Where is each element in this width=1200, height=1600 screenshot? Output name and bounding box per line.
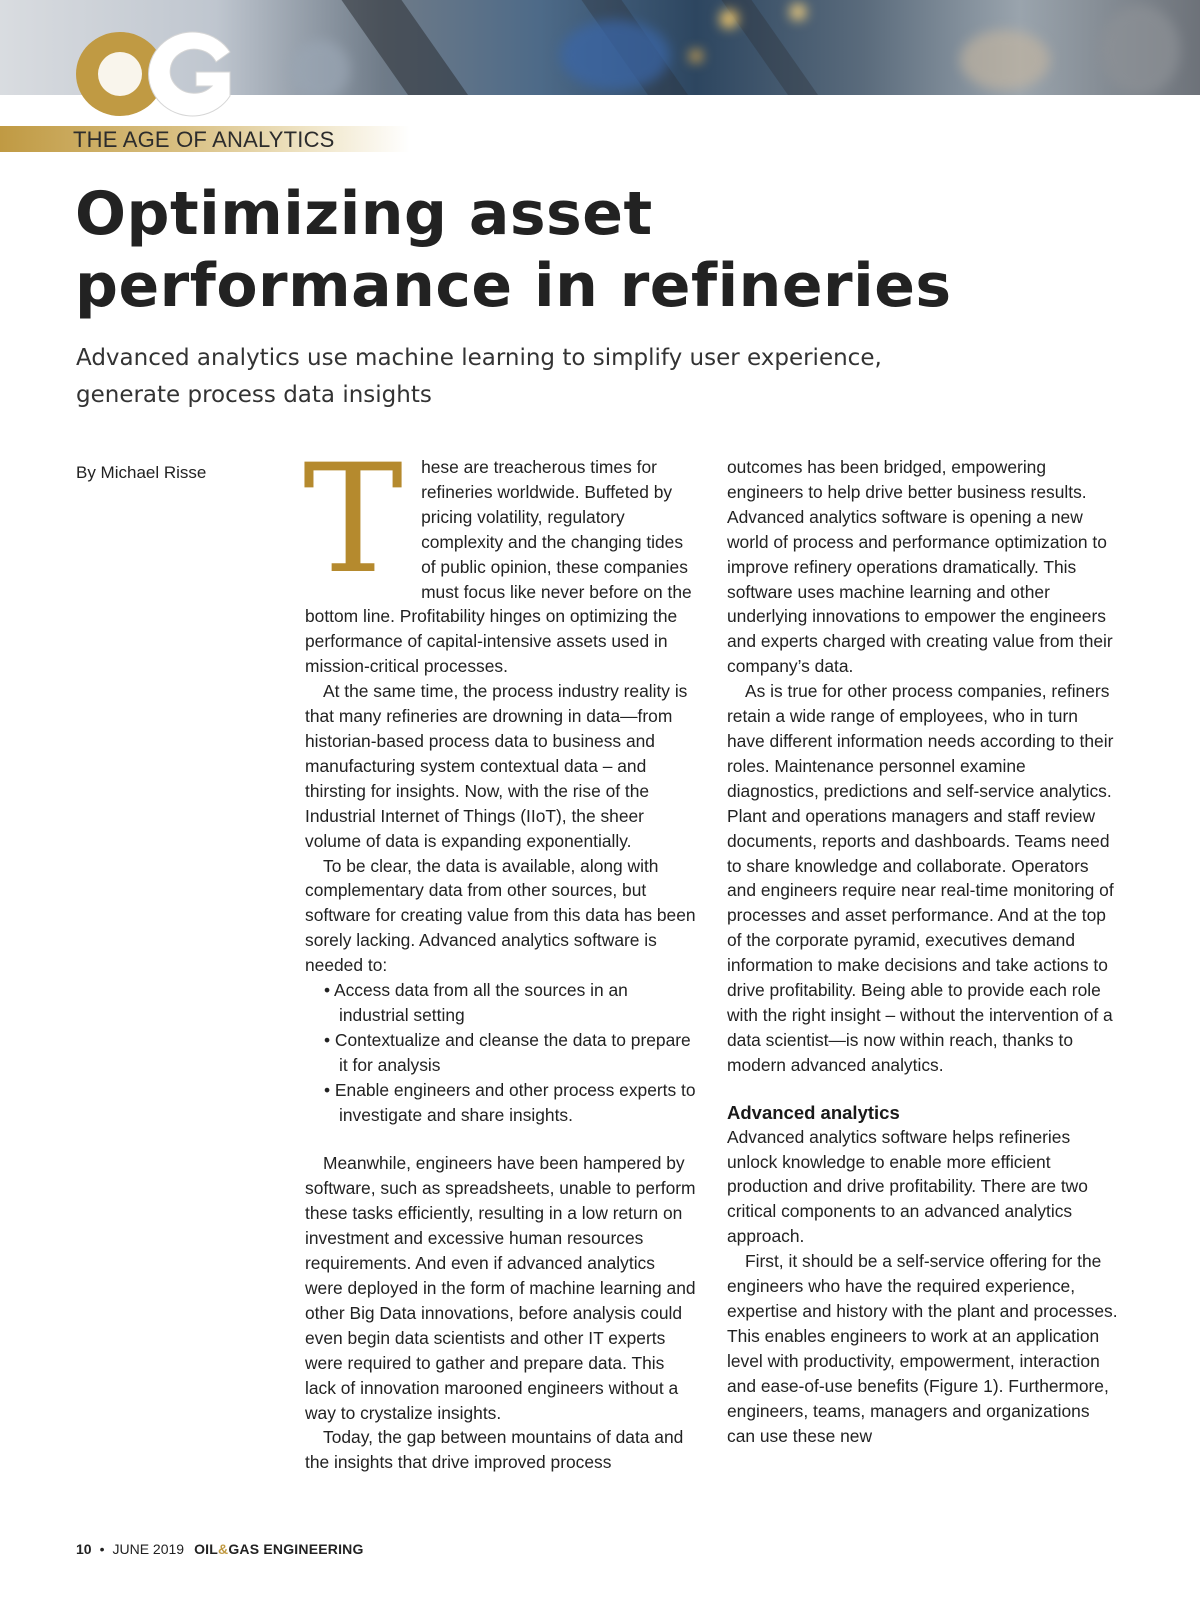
section-label: THE AGE OF ANALYTICS (73, 127, 335, 152)
pub-part-2: GAS ENGINEERING (228, 1541, 364, 1557)
paragraph: Meanwhile, engineers have been hampered by software, such as spreadsheets, unable to perform these tasks efficiently, resulting in a low return on investment and excessive human resources requirements. And even if advanced analytics were deployed in the form of machine learning and other Big Data innovations, before analysis could even begin data scientists and other IT experts were required to gather and prepare data. This lack of innovation marooned engineers without a way to crystalize insights. (305, 1153, 696, 1423)
bullet-list (305, 978, 697, 1127)
paragraph: Today, the gap between mountains of data and the insights that drive improved process (305, 1427, 684, 1473)
paragraph: As is true for other process companies, refiners retain a wide range of employees, who in turn have different information needs according to their roles. Maintenance personnel examine diagnostics, predictions and self-service analytics. Plant and operations managers and staff review documents, reports and dashboards. Teams need to share knowledge and collaborate. Operators and engineers require near real-time monitoring of processes and asset performance. And at the top of the corporate pyramid, executives demand information to make decisions and take actions to drive profitability. Being able to provide each role with the right insight – without the intervention of a data scientist—is now within reach, thanks to modern advanced analytics. (727, 681, 1114, 1075)
page-number: 10 (76, 1541, 92, 1557)
article-deck (76, 340, 976, 414)
paragraph: outcomes has been bridged, empowering engineers to help drive better business results. Advanced analytics software is opening a new world of process and performance optimization to improve refinery operations dramatically. This software uses machine learning and other underlying innovations to empower the engineers and experts charged with creating value from their company’s data. (727, 457, 1113, 677)
paragraph: Advanced analytics software helps refineries unlock knowledge to enable more efficient production and drive profitability. There are two critical components to an advanced analytics approach. (727, 1126, 1088, 1247)
paragraph: To be clear, the data is available, along with complementary data from other sources, but software for creating value from this data has been sorely lacking. Advanced analytics software is needed to: (305, 855, 696, 976)
deck-line-2: generate process data insights (76, 382, 432, 408)
title-line-2: performance in refineries (75, 251, 952, 321)
paragraph: First, it should be a self-service offering for the engineers who have the required experience, expertise and history with the plant and processes. This enables engineers to work at an application level with productivity, empowerment, interaction and ease-of-use benefits (Figure 1). Furthermore, engineers, teams, managers and organizations can use these new (727, 1251, 1118, 1446)
paragraph: hese are treacherous times for refineries worldwide. Buffeted by pricing volatility, regulatory complexity and the changing tides of public opinion, these companies must focus like never before on the bottom line. Profitability hinges on optimizing the performance of capital-intensive assets used in mission-critical processes. (305, 457, 692, 677)
article-title (75, 178, 1125, 322)
paragraph: At the same time, the process industry reality is that many refineries are drowning in data—from historian-based process data to business and manufacturing system contextual data – and thirsting for insights. Now, with the rise of the Industrial Internet of Things (IIoT), the sheer volume of data is expanding exponentially. (305, 681, 688, 851)
pub-ampersand: & (218, 1541, 229, 1557)
pub-part-1: OIL (194, 1541, 219, 1557)
page-footer (76, 1541, 364, 1557)
spacer (305, 1127, 697, 1151)
bullet-item: • Access data from all the sources in an industrial setting (324, 978, 697, 1028)
title-line-1: Optimizing asset (75, 179, 653, 249)
publication-name (194, 1541, 364, 1557)
article-column-1 (303, 433, 697, 1475)
footer-separator: • (99, 1541, 105, 1557)
bullet-item: • Contextualize and cleanse the data to prepare it for analysis (324, 1028, 697, 1078)
article-column-2 (727, 455, 1119, 1448)
byline: By Michael Risse (76, 463, 207, 482)
section-strip (0, 126, 410, 152)
deck-line-1: Advanced analytics use machine learning to simplify user experience, (76, 345, 882, 371)
bullet-item: • Enable engineers and other process experts to investigate and share insights. (324, 1078, 697, 1128)
issue-date: JUNE 2019 (112, 1541, 185, 1557)
subheading: Advanced analytics (727, 1101, 900, 1123)
og-logo (70, 22, 240, 122)
drop-cap: T (303, 433, 404, 607)
